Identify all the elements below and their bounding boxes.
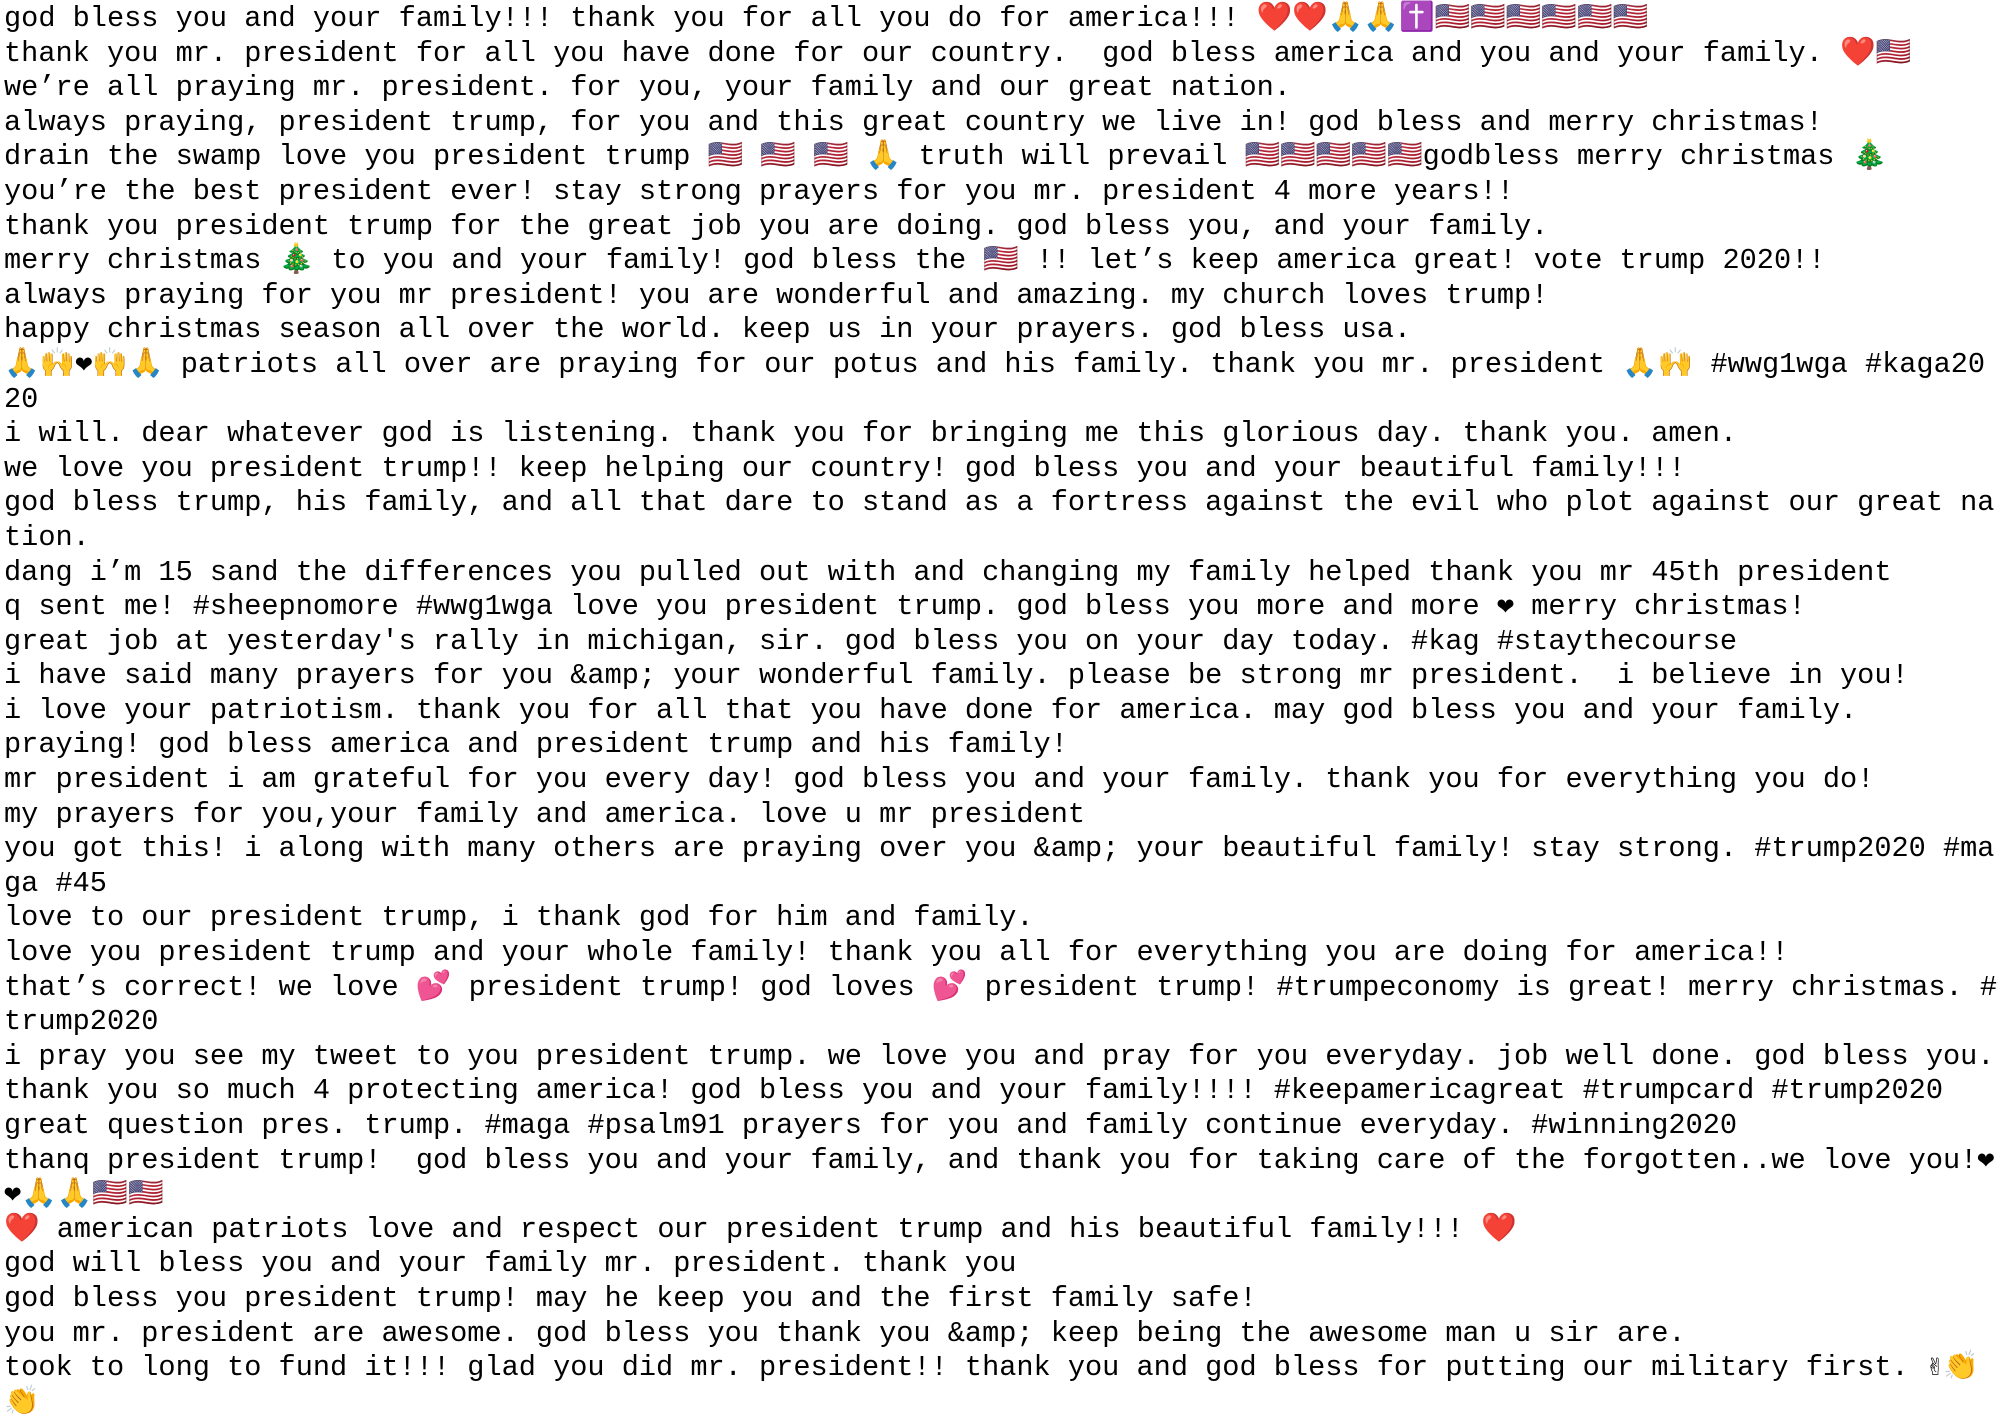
text-line: q sent me! #sheepnomore #wwg1wga love you president trump. god bless you more and more ❤ merry christmas! bbox=[4, 590, 1806, 624]
text-line: thank you so much 4 protecting america! god bless you and your family!!!! #keepamericagreat #trumpcard #trump2020 bbox=[4, 1074, 1943, 1108]
text-line: god bless trump, his family, and all that dare to stand as a fortress against the evil who plot against our great nation. bbox=[4, 486, 1995, 554]
text-line: ❤️ american patriots love and respect our president trump and his beautiful family!!! ❤️ bbox=[4, 1212, 1517, 1246]
text-line: dang i’m 15 sand the differences you pulled out with and changing my family helped thank you mr 45th president bbox=[4, 555, 1892, 589]
text-line: thanq president trump! god bless you and your family, and thank you for taking care of the forgotten..we love you!❤❤🙏🙏🇺🇸🇺🇸 bbox=[4, 1143, 1995, 1212]
text-line: you mr. president are awesome. god bless you thank you &amp; keep being the awesome man u sir are. bbox=[4, 1316, 1686, 1350]
text-line: you got this! i along with many others are praying over you &amp; your beautiful family! stay strong. #trump2020 #maga #45 bbox=[4, 832, 1995, 900]
text-line: merry christmas 🎄 to you and your family! god bless the 🇺🇸 !! let’s keep america great! vote trump 2020!! bbox=[4, 244, 1826, 278]
text-line: mr president i am grateful for you every day! god bless you and your family. thank you for everything you do! bbox=[4, 763, 1875, 797]
text-line: i love your patriotism. thank you for all that you have done for america. may god bless you and your family. bbox=[4, 693, 1858, 727]
text-line: took to long to fund it!!! glad you did mr. president!! thank you and god bless for putting our military first. ✌👏👏 bbox=[4, 1351, 1979, 1419]
text-line: great job at yesterday's rally in michigan, sir. god bless you on your day today. #kag #staythecourse bbox=[4, 624, 1738, 658]
text-line: god bless you and your family!!! thank you for all you do for america!!! ❤️❤️🙏🙏✝️🇺🇸🇺🇸🇺🇸🇺🇸🇺🇸🇺🇸 bbox=[4, 2, 1649, 35]
text-line: great question pres. trump. #maga #psalm91 prayers for you and family continue everyday. #winning2020 bbox=[4, 1109, 1738, 1142]
text-line: i have said many prayers for you &amp; your wonderful family. please be strong mr president. i believe in you! bbox=[4, 659, 1909, 693]
text-line: always praying, president trump, for you and this great country we live in! god bless and merry christmas! bbox=[4, 105, 1823, 139]
text-line: always praying for you mr president! you are wonderful and amazing. my church loves trump! bbox=[4, 278, 1549, 312]
text-line: thank you president trump for the great job you are doing. god bless you, and your family. bbox=[4, 209, 1549, 243]
text-line: we love you president trump!! keep helping our country! god bless you and your beautiful family!!! bbox=[4, 451, 1686, 485]
text-line: praying! god bless america and president trump and his family! bbox=[4, 728, 1068, 762]
text-line: god will bless you and your family mr. president. thank you bbox=[4, 1247, 1017, 1281]
text-line: god bless you president trump! may he keep you and the first family safe! bbox=[4, 1281, 1257, 1315]
text-line: love to our president trump, i thank god for him and family. bbox=[4, 901, 1034, 935]
text-line: you’re the best president ever! stay strong prayers for you mr. president 4 more years!! bbox=[4, 174, 1514, 208]
text-line: i will. dear whatever god is listening. thank you for bringing me this glorious day. thank you. amen. bbox=[4, 417, 1738, 451]
text-line: love you president trump and your whole family! thank you all for everything you are doing for america!! bbox=[4, 936, 1789, 970]
text-line: we’re all praying mr. president. for you, your family and our great nation. bbox=[4, 71, 1291, 105]
text-line: i pray you see my tweet to you president trump. we love you and pray for you everyday. job well done. god bless you. bbox=[4, 1039, 1995, 1073]
text-line: thank you mr. president for all you have done for our country. god bless america and you and your family. ❤️🇺🇸 bbox=[4, 36, 1912, 70]
text-line: my prayers for you,your family and america. love u mr president bbox=[4, 797, 1086, 831]
text-line: happy christmas season all over the world. keep us in your prayers. god bless usa. bbox=[4, 313, 1412, 347]
text-line: 🙏🙌❤🙌🙏 patriots all over are praying for our potus and his family. thank you mr. president 🙏🙌 #wwg1wga #kaga2020 bbox=[4, 347, 1986, 416]
text-line: that’s correct! we love 💕 president trump! god loves 💕 president trump! #trumpeconomy is great! merry christmas. #trump2020 bbox=[4, 970, 1998, 1039]
text-line: drain the swamp love you president trump 🇺🇸 🇺🇸 🇺🇸 🙏 truth will prevail 🇺🇸🇺🇸🇺🇸🇺🇸🇺🇸godbless merry christmas 🎄 bbox=[4, 140, 1888, 174]
